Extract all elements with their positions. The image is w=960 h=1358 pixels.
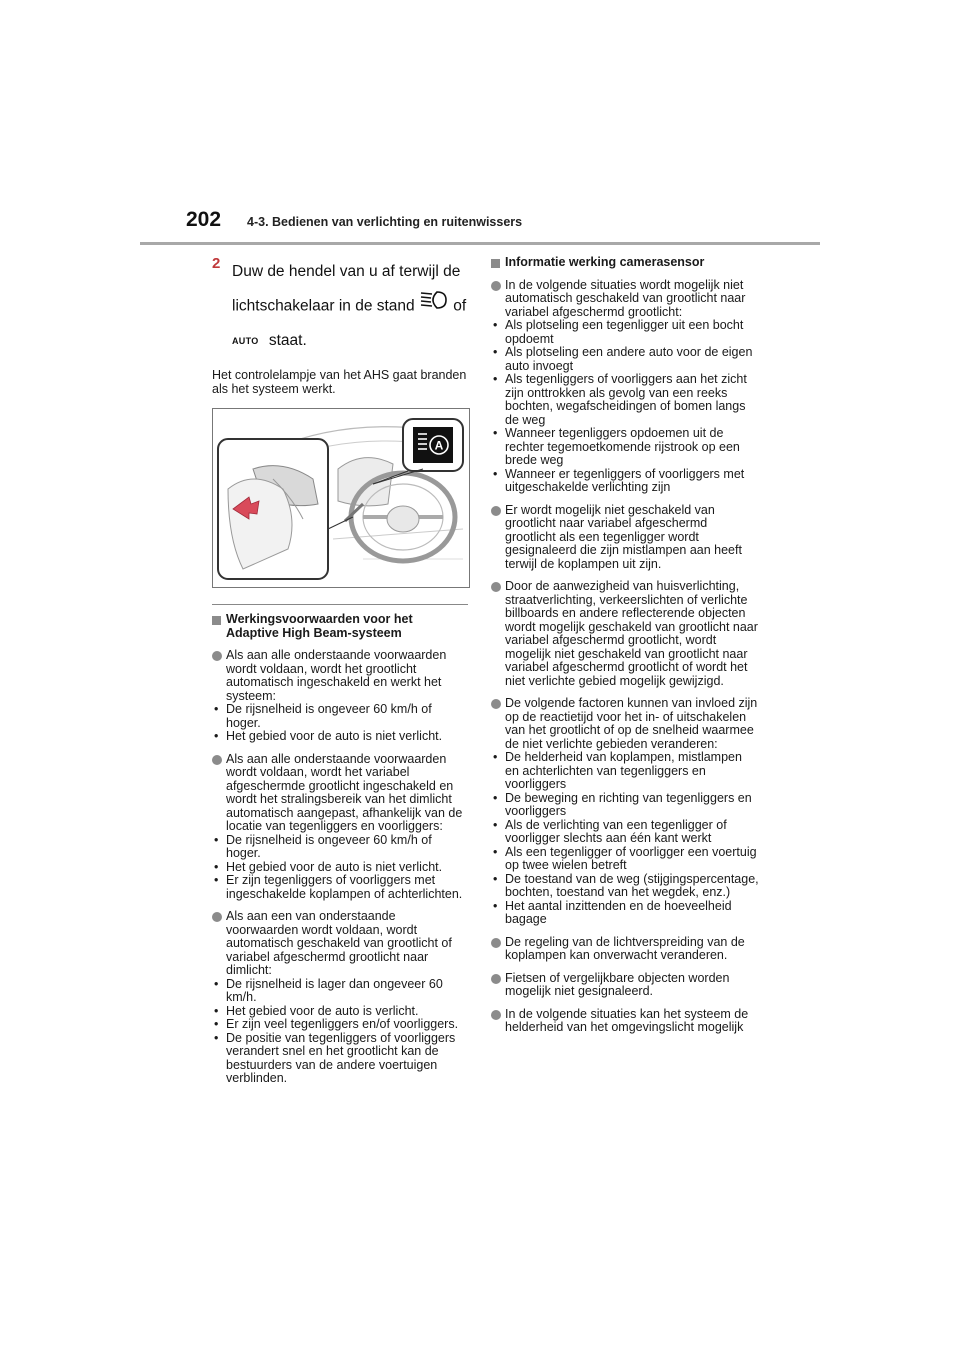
sub-bullet-text: Wanneer er tegenliggers of voorliggers met uitgeschakelde verlichting zijn: [505, 466, 745, 494]
sub-bullet-mark: •: [493, 871, 498, 886]
bullet-body: [214, 909, 468, 1086]
conditions-title: Werkingsvoorwaarden voor het Adaptive High Beam-systeem: [226, 612, 413, 640]
bullet-text: Als aan een van onderstaande voorwaarden wordt voldaan, wordt automatisch geschakeld van grootlicht of variabel afgeschermd grootlicht naar dimlicht:: [226, 909, 452, 978]
sub-bullet-mark: •: [493, 466, 498, 481]
sub-bullet: [491, 346, 759, 373]
sub-bullet-text: Het gebied voor de auto is niet verlicht.: [226, 859, 443, 874]
hand-lever-illustration: [213, 409, 469, 587]
sub-bullet-mark: •: [214, 1017, 219, 1032]
sub-bullet: [212, 978, 468, 1005]
bullet-item: [491, 580, 759, 688]
sub-bullet-text: Als tegenliggers of voorliggers aan het zicht zijn onttrokken als gevolg van een reeks bochten, wegafscheidingen of bomen langs de weg: [505, 372, 747, 427]
bullet-body: [493, 277, 759, 495]
sub-bullet: [491, 427, 759, 468]
sub-bullet-text: De positie van tegenliggers of voorliggers verandert snel en het grootlicht kan de bestuurders van de andere voertuigen verblinden.: [226, 1030, 456, 1086]
bullet-text: Als aan alle onderstaande voorwaarden wordt voldaan, wordt het grootlicht automatisch ingeschakeld en werkt het systeem:: [226, 648, 447, 703]
bullet-body: [214, 648, 468, 744]
sub-bullet-text: De rijsnelheid is ongeveer 60 km/h of hoger.: [226, 702, 432, 730]
step-2: [212, 255, 468, 358]
step-text-part1: Duw de hendel van u af terwijl de lichtschakelaar in de stand: [232, 263, 461, 315]
sub-bullet: [491, 373, 759, 427]
sub-bullet-mark: •: [214, 832, 219, 847]
bullet-text: In de volgende situaties wordt mogelijk niet automatisch geschakeld van grootlicht naar variabel afgeschermd grootlicht:: [505, 277, 746, 319]
bullet-text: Er wordt mogelijk niet geschakeld van grootlicht naar variabel afgeschermd grootlicht als een tegenligger wordt gesignaleerd die zijn mistlampen aan heeft terwijl de koplampen uit zijn.: [505, 502, 742, 571]
sub-bullet-text: De rijsnelheid is ongeveer 60 km/h of hoger.: [226, 832, 432, 861]
bullet-body: [505, 972, 759, 999]
page-header: [0, 0, 960, 250]
sub-bullet-mark: •: [214, 873, 219, 888]
bullet-text: In de volgende situaties kan het systeem de helderheid van het omgevingslicht mogelijk: [505, 1006, 749, 1034]
sub-bullet: [491, 846, 759, 873]
sub-bullet-text: Als plotseling een andere auto voor de eigen auto invoegt: [505, 345, 753, 373]
bullet-dot-icon: [212, 651, 222, 661]
step-text-part2: of: [453, 297, 467, 315]
sub-bullet: [491, 751, 759, 792]
sub-bullet: [491, 873, 759, 900]
bullet-body: [505, 504, 759, 572]
sub-bullet-mark: •: [493, 750, 498, 764]
bullet-body: [493, 696, 759, 927]
section-title: 4-3. Bedienen van verlichting en ruitenwissers: [247, 215, 523, 229]
bullet-item: [491, 279, 759, 495]
indicator-note: Het controlelampje van het AHS gaat branden als het systeem werkt.: [212, 368, 467, 397]
sub-bullet: [212, 1032, 468, 1086]
sub-bullet-text: Als plotseling een tegenligger uit een bocht opdoemt: [505, 318, 744, 346]
sub-bullet: [212, 1018, 468, 1032]
sub-bullet-mark: •: [214, 1030, 219, 1045]
sub-bullet: [491, 900, 759, 927]
sub-bullet-mark: •: [214, 859, 219, 874]
sub-bullet-text: Wanneer tegenliggers opdoemen uit de rechter tegemoetkomende rijstrook op een brede weg: [505, 426, 740, 467]
section-divider: [212, 604, 468, 605]
auto-label-icon: AUTO: [232, 336, 259, 346]
sub-bullet-mark: •: [214, 729, 219, 744]
indicator-letter: A: [434, 438, 444, 453]
bullet-dot-icon: [212, 755, 222, 765]
right-column: [491, 252, 759, 1035]
step-text: [232, 255, 468, 358]
bullet-dot-icon: [491, 281, 501, 291]
step-text-part3: staat.: [268, 332, 307, 350]
bullet-dot-icon: [491, 699, 501, 709]
bullet-text: Fietsen of vergelijkbare objecten worden mogelijk niet gesignaleerd.: [505, 970, 730, 998]
sub-bullet-mark: •: [214, 702, 219, 717]
bullet-item: [491, 697, 759, 927]
sub-bullet-text: De rijsnelheid is lager dan ongeveer 60 km/h.: [226, 976, 443, 1005]
sub-bullet-text: Als een tegenligger of voorligger een voertuig op twee wielen betreft: [505, 844, 757, 872]
conditions-list: [212, 649, 468, 1086]
sub-bullet: [491, 468, 759, 495]
sub-bullet-mark: •: [493, 318, 498, 332]
sub-bullet: [212, 730, 468, 744]
page-number: 202: [186, 208, 222, 231]
sub-bullet: [212, 874, 468, 901]
bullet-body: [505, 1008, 759, 1035]
ahs-indicator-icon: [413, 427, 453, 463]
bullet-dot-icon: [212, 912, 222, 922]
sub-bullet-mark: •: [214, 1003, 219, 1018]
sub-bullet-mark: •: [493, 790, 498, 805]
sub-bullet-mark: •: [493, 372, 498, 386]
bullet-dot-icon: [491, 582, 501, 592]
sub-bullet-mark: •: [214, 976, 219, 991]
sub-bullet-mark: •: [493, 345, 498, 359]
bullet-item: [491, 504, 759, 572]
sub-bullet: [212, 1005, 468, 1019]
sub-bullet: [491, 319, 759, 346]
sub-bullet-mark: •: [493, 844, 498, 859]
steering-lever-figure: [212, 408, 470, 588]
bullet-text: De volgende factoren kunnen van invloed zijn op de reactietijd voor het in- of uitschakelen van het grootlicht of op de snelheid waarmee de niet verlichte gebieden veranderen:: [505, 696, 758, 751]
sub-bullet-text: De beweging en richting van tegenliggers en voorliggers: [505, 790, 752, 818]
sub-bullet: [491, 792, 759, 819]
camera-title: Informatie werking camerasensor: [505, 255, 705, 269]
step-number: 2: [212, 255, 221, 272]
bullet-body: [505, 580, 759, 688]
sub-bullet-text: De toestand van de weg (stijgingspercentage, bochten, toestand van het wegdek, enz.): [505, 871, 759, 899]
square-marker-icon: [212, 616, 221, 625]
sub-bullet: [212, 861, 468, 875]
bullet-item: [212, 649, 468, 744]
sub-bullet-mark: •: [493, 898, 498, 913]
sub-bullet-text: De helderheid van koplampen, mistlampen en achterlichten van tegenliggers en voorliggers: [505, 750, 742, 791]
bullet-body: [214, 751, 468, 902]
sub-bullet-text: Het aantal inzittenden en de hoeveelheid bagage: [505, 898, 732, 926]
sub-bullet-mark: •: [493, 817, 498, 832]
conditions-heading: [212, 613, 468, 640]
bullet-item: [491, 936, 759, 963]
bullet-dot-icon: [491, 974, 501, 984]
sub-bullet-mark: •: [493, 426, 498, 440]
square-marker-icon: [491, 259, 500, 268]
bullet-text: De regeling van de lichtverspreiding van de koplampen kan onverwacht veranderen.: [505, 934, 745, 962]
bullet-text: Als aan alle onderstaande voorwaarden wordt voldaan, wordt het variabel afgeschermde grootlicht ingeschakeld en wordt het stralingsbereik van het dimlicht automatisch aangepast, afhankelijk van de locatie van tegenliggers en voorliggers:: [226, 751, 463, 834]
bullet-dot-icon: [491, 938, 501, 948]
sub-bullet: [212, 703, 468, 730]
auto-high-beam-icon: [419, 289, 449, 324]
bullet-text: Door de aanwezigheid van huisverlichting, straatverlichting, verkeerslichten of verlichte billboards en andere reflecterende objecten wordt mogelijk geschakeld van grootlicht naar variabel afgeschermd grootlicht, wordt mogelijk niet geschakeld van grootlicht naar variabel afgeschermd grootlicht of wordt het niet verlichte gebied mogelijk gewijzigd.: [505, 579, 758, 688]
sub-bullet-text: Er zijn tegenliggers of voorliggers met ingeschakelde koplampen of achterlichten.: [226, 873, 463, 901]
bullet-item: [491, 972, 759, 999]
sub-bullet-text: Het gebied voor de auto is verlicht.: [226, 1003, 419, 1018]
bullet-item: [491, 1008, 759, 1035]
sub-bullet-text: Als de verlichting van een tegenligger of voorligger slechts aan één kant werkt: [505, 817, 727, 845]
bullet-body: [505, 936, 759, 963]
left-column: [212, 252, 468, 1086]
bullet-item: [212, 910, 468, 1086]
header-rule: [140, 242, 820, 245]
bullet-dot-icon: [491, 506, 501, 516]
camera-list: [491, 279, 759, 1035]
bullet-dot-icon: [491, 1010, 501, 1020]
camera-heading: [491, 256, 759, 270]
bullet-item: [212, 753, 468, 902]
sub-bullet-text: Er zijn veel tegenliggers en/of voorliggers.: [226, 1017, 459, 1032]
sub-bullet: [212, 834, 468, 861]
sub-bullet: [491, 819, 759, 846]
sub-bullet-text: Het gebied voor de auto is niet verlicht.: [226, 729, 443, 744]
